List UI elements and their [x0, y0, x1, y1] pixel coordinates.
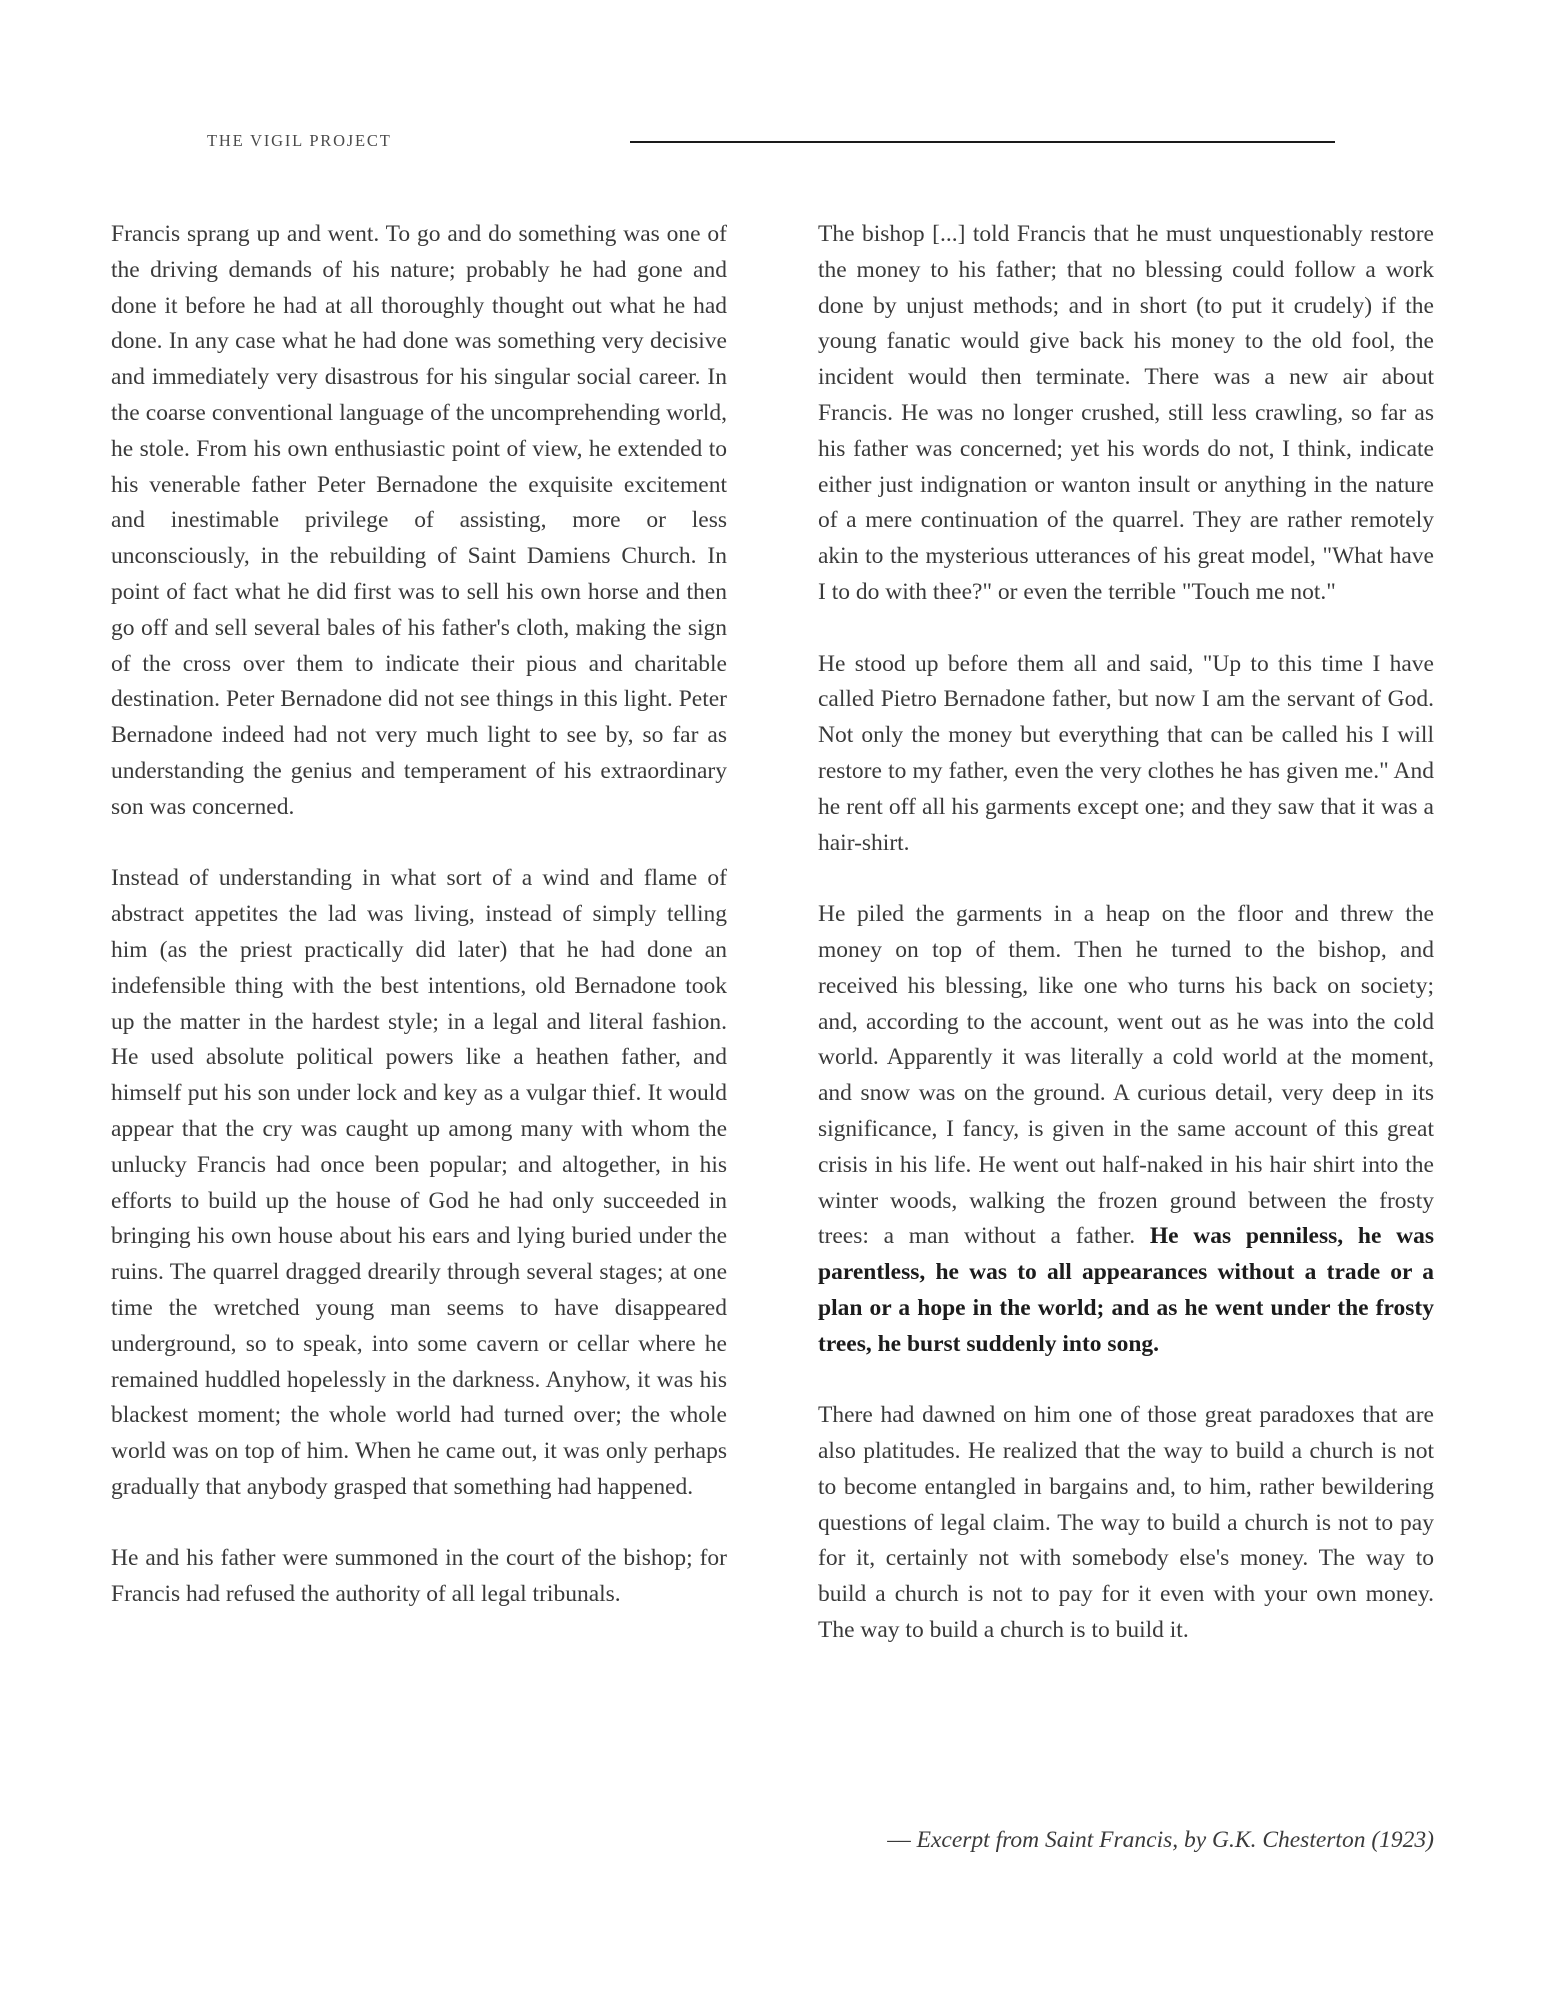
- paragraph: There had dawned on him one of those great paradoxes that are also platitudes. He realized that the way to build a church is not to become entangled in bargains and, to him, rather bewildering questions of legal claim. The way to build a church is not to pay for it, certainly not with somebody else's money. The way to build a church is not to pay for it even with your own money. The way to build a church is to build it.: [818, 1402, 1434, 1644]
- header-rule: [630, 141, 1335, 143]
- paragraph: [818, 897, 1434, 1362]
- paragraph: The bishop [...] told Francis that he must unquestionably restore the money to his father; that no blessing could follow a work done by unjust methods; and in short (to put it crudely) if the young fanatic would give back his money to the old fool, the incident would then terminate. There was a new air about Francis. He was no longer crushed, still less crawling, so far as his father was concerned; yet his words do not, I think, indicate either just indignation or wanton insult or anything in the nature of a mere continuation of the quarrel. They are rather remotely akin to the mysterious utterances of his great model, "What have I to do with thee?" or even the terrible "Touch me not.": [818, 221, 1434, 605]
- paragraph: He stood up before them all and said, "Up to this time I have called Pietro Bernadone father, but now I am the servant of God. Not only the money but everything that can be called his I will restore to my father, even the very clothes he has given me." And he rent off all his garments except one; and they saw that it was a hair-shirt.: [818, 650, 1434, 856]
- citation: –– Excerpt from Saint Francis, by G.K. Chesterton (1923): [887, 1827, 1434, 1853]
- paragraph: Instead of understanding in what sort of a wind and flame of abstract appetites the lad was living, instead of simply telling him (as the priest practically did later) that he had done an indefensible thing with the best intentions, old Bernadone took up the matter in the hardest style; in a legal and literal fashion. He used absolute political powers like a heathen father, and himself put his son under lock and key as a vulgar thief. It would appear that the cry was caught up among many with whom the unlucky Francis had once been popular; and altogether, in his efforts to build up the house of God he had only succeeded in bringing his own house about his ears and lying buried under the ruins. The quarrel dragged drearily through several stages; at one time the wretched young man seems to have disappeared underground, so to speak, into some cavern or cellar where he remained huddled hopelessly in the darkness. Anyhow, it was his blackest moment; the whole world had turned over; the whole world was on top of him. When he came out, it was only perhaps gradually that anybody grasped that something had happened.: [111, 865, 727, 1500]
- left-column: [111, 217, 727, 1613]
- right-column: [818, 217, 1434, 1649]
- paragraph: Francis sprang up and went. To go and do something was one of the driving demands of his nature; probably he had gone and done it before he had at all thoroughly thought out what he had done. In any case what he had done was something very decisive and immediately very disastrous for his singular social career. In the coarse conventional language of the uncomprehending world, he stole. From his own enthusiastic point of view, he extended to his venerable father Peter Bernadone the exquisite excitement and inestimable privilege of assisting, more or less unconsciously, in the rebuilding of Saint Damiens Church. In point of fact what he did first was to sell his own horse and then go off and sell several bales of his father's cloth, making the sign of the cross over them to indicate their pious and charitable destination. Peter Bernadone did not see things in this light. Peter Bernadone indeed had not very much light to see by, so far as understanding the genius and temperament of his extraordinary son was concerned.: [111, 221, 727, 820]
- paragraph-text: He piled the garments in a heap on the floor and threw the money on top of them. Then he turned to the bishop, and received his blessing, like one who turns his back on society; and, according to the account, went out as he was into the cold world. Apparently it was literally a cold world at the moment, and snow was on the ground. A curious detail, very deep in its significance, I fancy, is given in the same account of this great crisis in his life. He went out half-naked in his hair shirt into the winter woods, walking the frozen ground between the frosty trees: a man without a father.: [818, 901, 1434, 1250]
- emphasized-text: He was penniless, he was parentless, he was to all appearances without a trade or a plan or a hope in the world; and as he went under the frosty trees, he burst suddenly into song.: [818, 1223, 1434, 1357]
- paragraph: He and his father were summoned in the court of the bishop; for Francis had refused the authority of all legal tribunals.: [111, 1545, 727, 1608]
- header-label: THE VIGIL PROJECT: [207, 131, 392, 150]
